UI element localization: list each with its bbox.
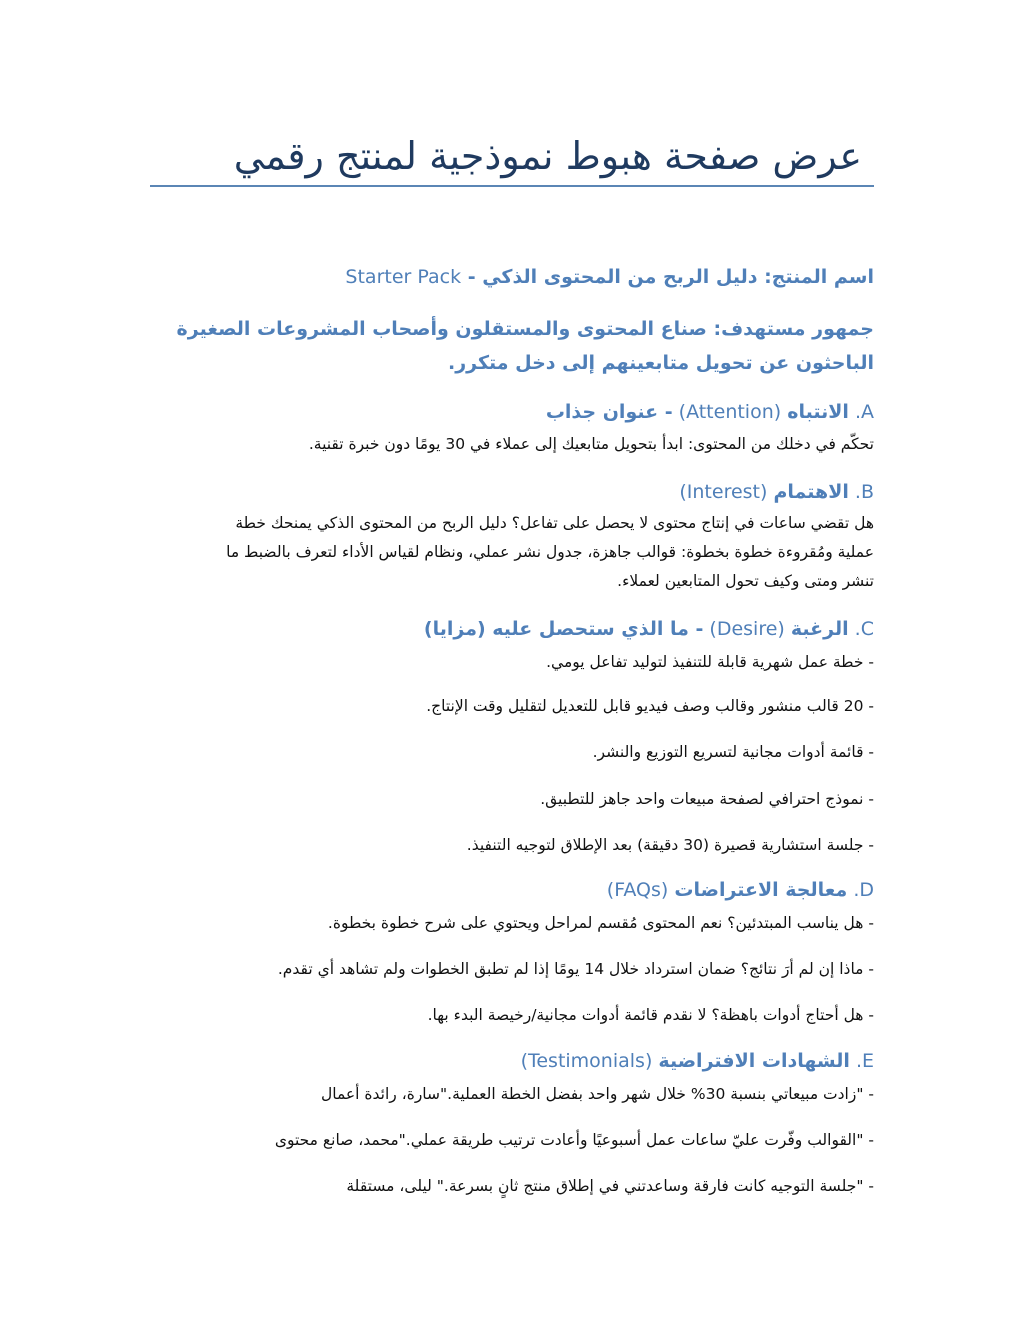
section-title-en: (Attention) bbox=[678, 401, 782, 423]
section-title: معالجة الاعتراضات bbox=[674, 879, 848, 901]
list-item: - جلسة استشارية قصيرة (30 دقيقة) بعد الإطلاق لتوجيه التنفيذ. bbox=[466, 836, 874, 854]
list-item: - قائمة أدوات مجانية لتسريع التوزيع والنشر. bbox=[592, 743, 874, 761]
section-title-en: (FAQs) bbox=[606, 879, 669, 901]
testimonial-item: - "القوالب وفّرت عليّ ساعات عمل أسبوعيًا وأعادت ترتيب طريقة عملي."محمد، صانع محتوى bbox=[274, 1131, 874, 1149]
attention-text: تحكّم في دخلك من المحتوى: ابدأ بتحويل متابعيك إلى عملاء في 30 يومًا دون خبرة تقنية. bbox=[308, 435, 874, 453]
section-letter: C. bbox=[854, 618, 874, 640]
section-title-en: (Desire) bbox=[709, 618, 785, 640]
interest-line: هل تقضي ساعات في إنتاج محتوى لا يحصل على تفاعل؟ دليل الربح من المحتوى الذكي يمنحك خطة bbox=[235, 514, 874, 532]
section-letter: E. bbox=[855, 1050, 874, 1072]
target-audience bbox=[150, 312, 874, 380]
section-letter: B. bbox=[854, 481, 874, 503]
section-letter: D. bbox=[853, 879, 874, 901]
product-label: اسم المنتج: دليل الربح من المحتوى الذكي - bbox=[467, 266, 874, 288]
section-title: الشهادات الافتراضية bbox=[658, 1050, 850, 1072]
section-subtitle: - ما الذي ستحصل عليه (مزايا) bbox=[423, 618, 704, 640]
list-item: - 20 قالب منشور وقالب وصف فيديو قابل للتعديل لتقليل وقت الإنتاج. bbox=[426, 697, 874, 715]
testimonial-item: - "زادت مبيعاتي بنسبة 30% خلال شهر واحد بفضل الخطة العملية."سارة، رائدة أعمال bbox=[320, 1085, 874, 1103]
list-item: - نموذج احترافي لصفحة مبيعات واحد جاهز للتطبيق. bbox=[540, 790, 874, 808]
section-title: الرغبة bbox=[790, 618, 849, 640]
faq-item: - ماذا إن لم أرَ نتائج؟ ضمان استرداد خلال 14 يومًا إذا لم تطبق الخطوات ولم تشاهد أي تقدم. bbox=[277, 960, 874, 978]
section-letter: A. bbox=[854, 401, 874, 423]
interest-line: تنشر ومتى وكيف تحول المتابعين لعملاء. bbox=[617, 572, 874, 590]
section-title-en: (Interest) bbox=[679, 481, 768, 503]
section-subtitle: - عنوان جذاب bbox=[545, 401, 673, 423]
product-name: Starter Pack bbox=[345, 266, 462, 288]
audience-line: الباحثون عن تحويل متابعينهم إلى دخل متكرر. bbox=[448, 352, 874, 374]
title-divider bbox=[150, 185, 874, 187]
audience-line: جمهور مستهدف: صناع المحتوى والمستقلون وأصحاب المشروعات الصغيرة bbox=[176, 318, 874, 340]
section-heading-desire bbox=[150, 615, 874, 643]
section-title-en: (Testimonials) bbox=[520, 1050, 653, 1072]
section-heading-interest bbox=[150, 478, 874, 506]
section-heading-attention bbox=[150, 398, 874, 426]
product-line bbox=[150, 262, 874, 292]
section-heading-faqs bbox=[150, 876, 874, 904]
section-title: الانتباه bbox=[787, 401, 849, 423]
list-item: - خطة عمل شهرية قابلة للتنفيذ لتوليد تفاعل يومي. bbox=[546, 653, 874, 671]
section-heading-testimonials bbox=[150, 1047, 874, 1075]
interest-text bbox=[150, 509, 874, 596]
page-title: عرض صفحة هبوط نموذجية لمنتج رقمي bbox=[233, 134, 862, 178]
faq-item: - هل يناسب المبتدئين؟ نعم المحتوى مُقسم لمراحل ويحتوي على شرح خطوة بخطوة. bbox=[327, 914, 874, 932]
testimonial-item: - "جلسة التوجيه كانت فارقة وساعدتني في إطلاق منتج ثانٍ بسرعة." ليلى، مستقلة bbox=[346, 1177, 874, 1195]
faq-item: - هل أحتاج أدوات باهظة؟ لا نقدم قائمة أدوات مجانية/رخيصة البدء بها. bbox=[427, 1006, 874, 1024]
interest-line: عملية ومُقروءة خطوة بخطوة: قوالب جاهزة، جدول نشر عملي، ونظام لقياس الأداء لتعرف بالضبط ما bbox=[226, 543, 874, 561]
section-title: الاهتمام bbox=[773, 481, 849, 503]
